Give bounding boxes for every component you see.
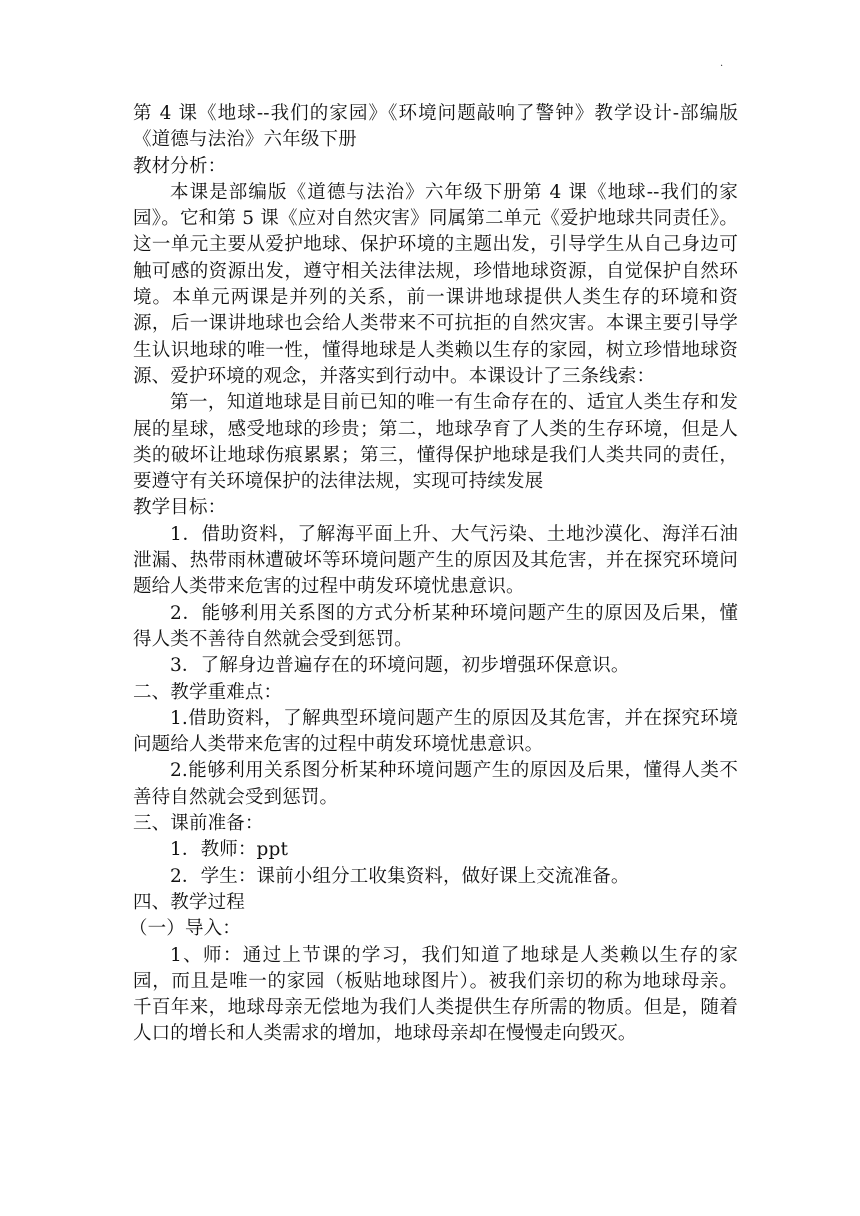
- keypoints-heading: 二、教学重难点：: [133, 681, 283, 703]
- analysis-paragraph-1: 本课是部编版《道德与法治》六年级下册第 4 课《地球--我们的家园》。它和第 5 课《应对自然灾害》同属第二单元《爱护地球共同责任》。这一单元主要从爱护地球、保护环境的主题出发，引导学生从自己身边可触可感的资源出发，遵守相关法律法规，珍惜地球资源，自觉保护自然环境。本单元两课是并列的关系，前一课讲地球提供人类生存的环境和资源，后一课讲地球也会给人类带来不可抗拒的自然灾害。本课主要引导学生认识地球的唯一性，懂得地球是人类赖以生存的家园，树立珍惜地球资源、爱护环境的观念，并落实到行动中。本课设计了三条线索：: [133, 181, 738, 387]
- goal-item-3: 3．了解身边普遍存在的环境问题，初步增强环保意识。: [170, 655, 630, 677]
- document-body: [129, 101, 738, 1048]
- prep-heading: 三、课前准备：: [133, 813, 264, 835]
- process-heading: 四、教学过程: [133, 891, 245, 913]
- keypoint-item-2: 2.能够利用关系图分析某种环境问题产生的原因及后果，懂得人类不善待自然就会受到惩罚。: [133, 760, 738, 808]
- analysis-heading: 教材分析：: [133, 155, 227, 177]
- prep-item-2: 2．学生：课前小组分工收集资料，做好课上交流准备。: [170, 865, 630, 887]
- goals-heading: 教学目标：: [133, 497, 227, 519]
- keypoint-item-1: 1.借助资料，了解典型环境问题产生的原因及其危害，并在探究环境问题给人类带来危害的过程中萌发环境忧患意识。: [133, 707, 738, 756]
- prep-item-1: 1．教师：ppt: [170, 839, 289, 861]
- goal-item-2: 2．能够利用关系图的方式分析某种环境问题产生的原因及后果，懂得人类不善待自然就会受到惩罚。: [133, 602, 738, 650]
- analysis-paragraph-2: 第一，知道地球是目前已知的唯一有生命存在的、适宜人类生存和发展的星球，感受地球的珍贵；第二，地球孕育了人类的生存环境，但是人类的破坏让地球伤痕累累；第三，懂得保护地球是我们人类共同的责任，要遵守有关环境保护的法律法规，实现可持续发展: [133, 392, 738, 493]
- document-title: 第 4 课《地球--我们的家园》《环境问题敲响了警钟》教学设计-部编版《道德与法治》六年级下册: [133, 103, 738, 151]
- intro-paragraph-1: 1、师：通过上节课的学习，我们知道了地球是人类赖以生存的家园，而且是唯一的家园（板贴地球图片）。被我们亲切的称为地球母亲。千百年来，地球母亲无偿地为我们人类提供生存所需的物质。但是，随着人口的增长和人类需求的增加，地球母亲却在慢慢走向毁灭。: [133, 944, 738, 1045]
- intro-heading: （一）导入：: [129, 918, 241, 940]
- goal-item-1: 1．借助资料，了解海平面上升、大气污染、土地沙漠化、海洋石油泄漏、热带雨林遭破坏等环境问题产生的原因及其危害，并在探究环境问题给人类带来危害的过程中萌发环境忧患意识。: [133, 523, 738, 598]
- page-marker: .: [720, 58, 724, 69]
